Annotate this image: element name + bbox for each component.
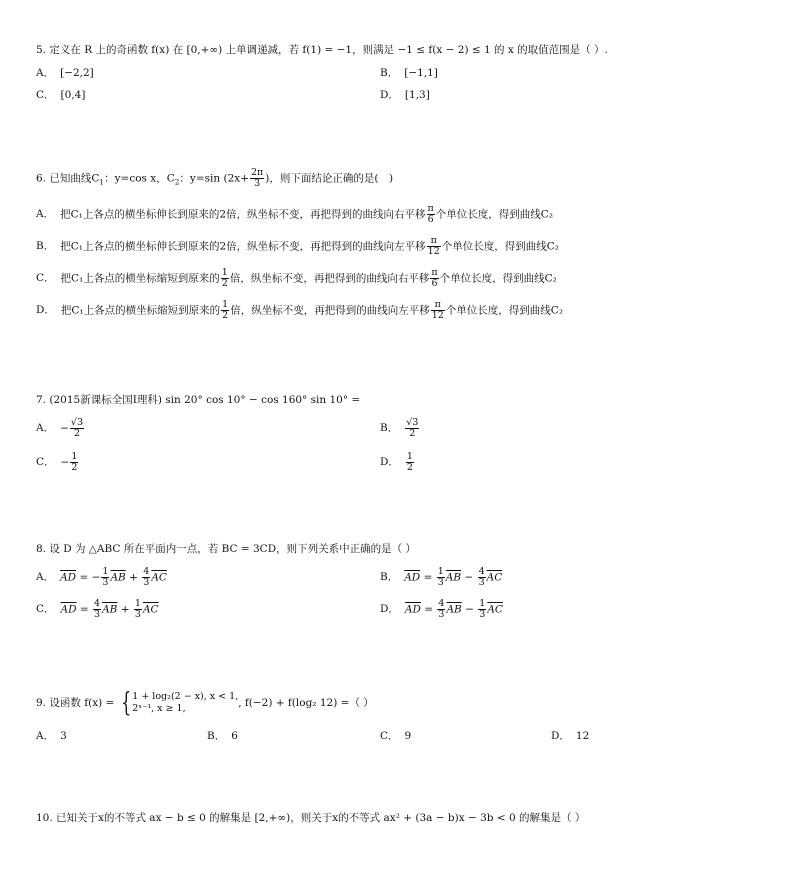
question-8-stem [36, 543, 776, 556]
vector-term: $\overline{AB}$ [446, 603, 462, 616]
denominator: 3 [254, 177, 261, 189]
option-text: 把C₁上各点的横坐标伸长到原来的2倍，纵坐标不变，再把得到的曲线向右平移 [60, 208, 426, 221]
case-1: 1 + log₂(2 − x), x < 1, [132, 690, 239, 702]
option-label: B． [207, 730, 226, 742]
question-5 [36, 44, 776, 57]
option-label: C． [36, 89, 55, 101]
option-b[interactable] [380, 67, 438, 80]
denominator: 3 [94, 608, 101, 620]
question-text: 设 D 为 △ABC 所在平面内一点，若 BC = 3CD，则下列关系中正确的是（ ） [49, 543, 416, 555]
option-d[interactable] [551, 730, 589, 743]
question-number: 10. [36, 812, 53, 824]
option-text: [1,3] [404, 89, 430, 101]
piecewise-function [118, 690, 239, 716]
question-10-stem [36, 812, 776, 825]
numerator: 1 [222, 299, 229, 310]
numerator: 1 [134, 598, 141, 609]
option-label: A． [36, 67, 55, 79]
question-6-stem [36, 168, 776, 189]
fraction [437, 599, 445, 620]
option-text: 个单位长度，得到曲线C₂ [445, 304, 564, 317]
fraction [406, 452, 414, 473]
option-label: D． [380, 89, 399, 101]
coef-sign: − [91, 571, 101, 584]
denominator: 2 [71, 461, 78, 473]
option-c[interactable] [36, 268, 557, 289]
denominator: 3 [143, 576, 150, 588]
numerator: 4 [143, 566, 150, 577]
question-7-stem [36, 394, 776, 407]
option-label: B． [380, 571, 399, 584]
numerator: 4 [438, 598, 445, 609]
fraction [427, 236, 441, 257]
case-2: 2ˣ⁻¹, x ≥ 1, [132, 703, 186, 714]
option-a[interactable] [36, 418, 85, 439]
question-text: 已知曲线C [49, 172, 100, 185]
question-text: (2015新课标全国Ⅰ理科) sin 20° cos 10° − cos 160° sin 10° = [49, 394, 361, 406]
denominator: 2 [222, 309, 229, 321]
option-text: 12 [575, 730, 590, 742]
fraction [250, 168, 264, 189]
denominator: 3 [102, 576, 109, 588]
piecewise-cases [132, 691, 238, 716]
numerator: 1 [71, 451, 78, 462]
coef-sign: − [464, 571, 474, 584]
option-label: A． [36, 571, 55, 584]
numerator: 4 [94, 598, 101, 609]
denominator: 3 [478, 576, 485, 588]
vector-term: $\overline{AC}$ [142, 603, 159, 616]
vector-term: $\overline{AC}$ [487, 603, 503, 616]
vector-term: $\overline{AB}$ [445, 571, 462, 584]
option-b[interactable] [36, 236, 559, 257]
subscript: 1 [99, 177, 105, 187]
option-label: B． [36, 240, 55, 253]
option-label: C． [36, 272, 55, 285]
option-b[interactable] [207, 730, 238, 743]
numerator: 1 [437, 566, 444, 577]
fraction [478, 567, 486, 588]
option-text: [−2,2] [60, 67, 94, 79]
option-label: C． [380, 730, 399, 742]
question-6 [36, 168, 776, 189]
fraction [93, 599, 101, 620]
option-label: D． [36, 304, 55, 317]
denominator: 3 [479, 608, 486, 620]
denominator: 12 [431, 309, 444, 321]
vector-lhs: $\overline{AD}$ [60, 603, 77, 616]
vector-lhs: $\overline{AD}$ [404, 571, 421, 584]
subscript: 2 [174, 177, 180, 187]
option-text: 3 [60, 730, 67, 742]
option-a[interactable] [36, 204, 553, 225]
question-number: 5. [36, 44, 47, 56]
coef-sign: + [129, 571, 138, 584]
question-text: ：y=sin (2x+ [179, 172, 249, 185]
fraction [70, 452, 78, 473]
option-text: 个单位长度，得到曲线C₂ [441, 240, 559, 253]
fraction [142, 567, 150, 588]
fraction [431, 300, 445, 321]
numerator: π [431, 267, 438, 278]
option-b[interactable]: B． $\overline{AD}$ = $\frac{1}{3}$ $\overline{AB}$ − $\frac{4}{3}$ $\overline{AC}$ [380, 566, 503, 588]
fraction [101, 567, 109, 588]
option-sign: − [60, 422, 69, 435]
option-text: 把C₁上各点的横坐标缩短到原来的 [60, 272, 220, 285]
fraction [70, 418, 84, 439]
option-text: [0,4] [60, 89, 86, 101]
denominator: 2 [409, 427, 416, 439]
numerator: √3 [70, 417, 84, 428]
denominator: 3 [438, 608, 445, 620]
denominator: 3 [134, 608, 141, 620]
option-text: 倍，纵坐标不变，再把得到的曲线向右平移 [229, 272, 430, 285]
option-text: 9 [404, 730, 412, 742]
numerator: π [431, 300, 445, 311]
numerator: √3 [406, 417, 419, 428]
denominator: 6 [431, 277, 438, 289]
numerator: π [427, 203, 434, 214]
option-a[interactable] [36, 67, 94, 80]
fraction [134, 599, 142, 620]
option-label: C． [36, 603, 55, 616]
option-d[interactable] [380, 89, 430, 102]
fraction [427, 204, 435, 225]
option-c[interactable]: C． $\overline{AD}$ = $\frac{4}{3}$ $\overline{AB}$ + $\frac{1}{3}$ $\overline{AC}$ [36, 598, 159, 620]
option-d[interactable] [36, 300, 563, 321]
vector-term: $\overline{AC}$ [151, 571, 167, 584]
question-7 [36, 394, 776, 407]
option-label: B． [380, 67, 399, 79]
question-5-stem [36, 44, 776, 57]
question-10 [36, 812, 776, 825]
question-text: 设函数 f(x) = [49, 697, 115, 709]
option-label: D． [380, 603, 399, 616]
question-number: 9. [36, 697, 47, 709]
denominator: 2 [73, 427, 80, 439]
option-label: A． [36, 730, 55, 742]
brace-icon: { [121, 688, 131, 718]
fraction [430, 268, 438, 289]
option-text: 个单位长度，得到曲线C₂ [435, 208, 554, 221]
option-c[interactable] [36, 89, 85, 102]
option-sign: − [60, 456, 70, 469]
question-number: 7. [36, 394, 47, 406]
option-d[interactable] [380, 452, 415, 473]
vector-lhs: $\overline{AD}$ [404, 603, 421, 616]
question-text: )，则下面结论正确的是( ) [265, 172, 394, 185]
question-text: ：y=cos x，C [104, 172, 175, 185]
option-d[interactable]: D． $\overline{AD}$ = $\frac{4}{3}$ $\overline{AB}$ − $\frac{1}{3}$ $\overline{AC}$ [380, 598, 503, 620]
question-8 [36, 543, 776, 556]
option-label: C． [36, 456, 55, 469]
option-label: B． [380, 422, 399, 435]
vector-term: $\overline{AB}$ [102, 603, 118, 616]
question-text: 定义在 R 上的奇函数 f(x) 在 [0,+∞) 上单调递减，若 f(1) = −1，则满足 −1 ≤ f(x − 2) ≤ 1 的 x 的取值范围是（ ）. [49, 44, 608, 56]
denominator: 12 [427, 245, 440, 257]
numerator: 1 [406, 451, 413, 462]
fraction [221, 268, 229, 289]
numerator: 1 [102, 566, 109, 577]
numerator: 2π [251, 167, 264, 178]
coef-sign: − [465, 603, 474, 616]
option-label: D． [551, 730, 570, 742]
question-text: 已知关于x的不等式 ax − b ≤ 0 的解集是 [2,+∞)，则关于x的不等式 ax² + (3a − b)x − 3b < 0 的解集是（ ） [56, 812, 586, 824]
question-9-stem [36, 690, 776, 716]
option-a[interactable]: A． $\overline{AD}$ = − $\frac{1}{3}$ $\overline{AB}$ + $\frac{4}{3}$ $\overline{AC}$ [36, 566, 167, 588]
option-text: [−1,1] [404, 67, 438, 79]
question-number: 6. [36, 172, 47, 185]
numerator: 1 [479, 598, 486, 609]
option-c[interactable] [380, 730, 411, 743]
denominator: 6 [427, 213, 434, 225]
vector-lhs: $\overline{AD}$ [60, 571, 77, 584]
option-text: 6 [231, 730, 238, 742]
question-text: , f(−2) + f(log₂ 12) =（ ） [238, 697, 374, 709]
numerator: π [427, 236, 441, 247]
fraction [221, 300, 229, 321]
option-b[interactable] [380, 418, 420, 439]
denominator: 2 [406, 461, 413, 473]
denominator: 2 [221, 277, 228, 289]
option-label: D． [380, 456, 399, 469]
fraction [405, 418, 419, 439]
coef-sign: + [120, 603, 130, 616]
option-text: 倍，纵坐标不变，再把得到的曲线向左平移 [230, 304, 430, 317]
question-number: 8. [36, 543, 47, 555]
option-text: 把C₁上各点的横坐标伸长到原来的2倍，纵坐标不变，再把得到的曲线向左平移 [60, 240, 426, 253]
option-c[interactable] [36, 452, 79, 473]
fraction [437, 567, 445, 588]
fraction [478, 599, 486, 620]
option-text: 个单位长度，得到曲线C₂ [439, 272, 557, 285]
question-9 [36, 690, 776, 716]
vector-term: $\overline{AB}$ [110, 571, 126, 584]
option-a[interactable] [36, 730, 67, 743]
option-label: A． [36, 208, 55, 221]
numerator: 4 [478, 566, 485, 577]
option-label: A． [36, 422, 55, 435]
numerator: 1 [221, 267, 228, 278]
denominator: 3 [437, 576, 444, 588]
option-text: 把C₁上各点的横坐标缩短到原来的 [60, 304, 221, 317]
vector-term: $\overline{AC}$ [486, 571, 503, 584]
